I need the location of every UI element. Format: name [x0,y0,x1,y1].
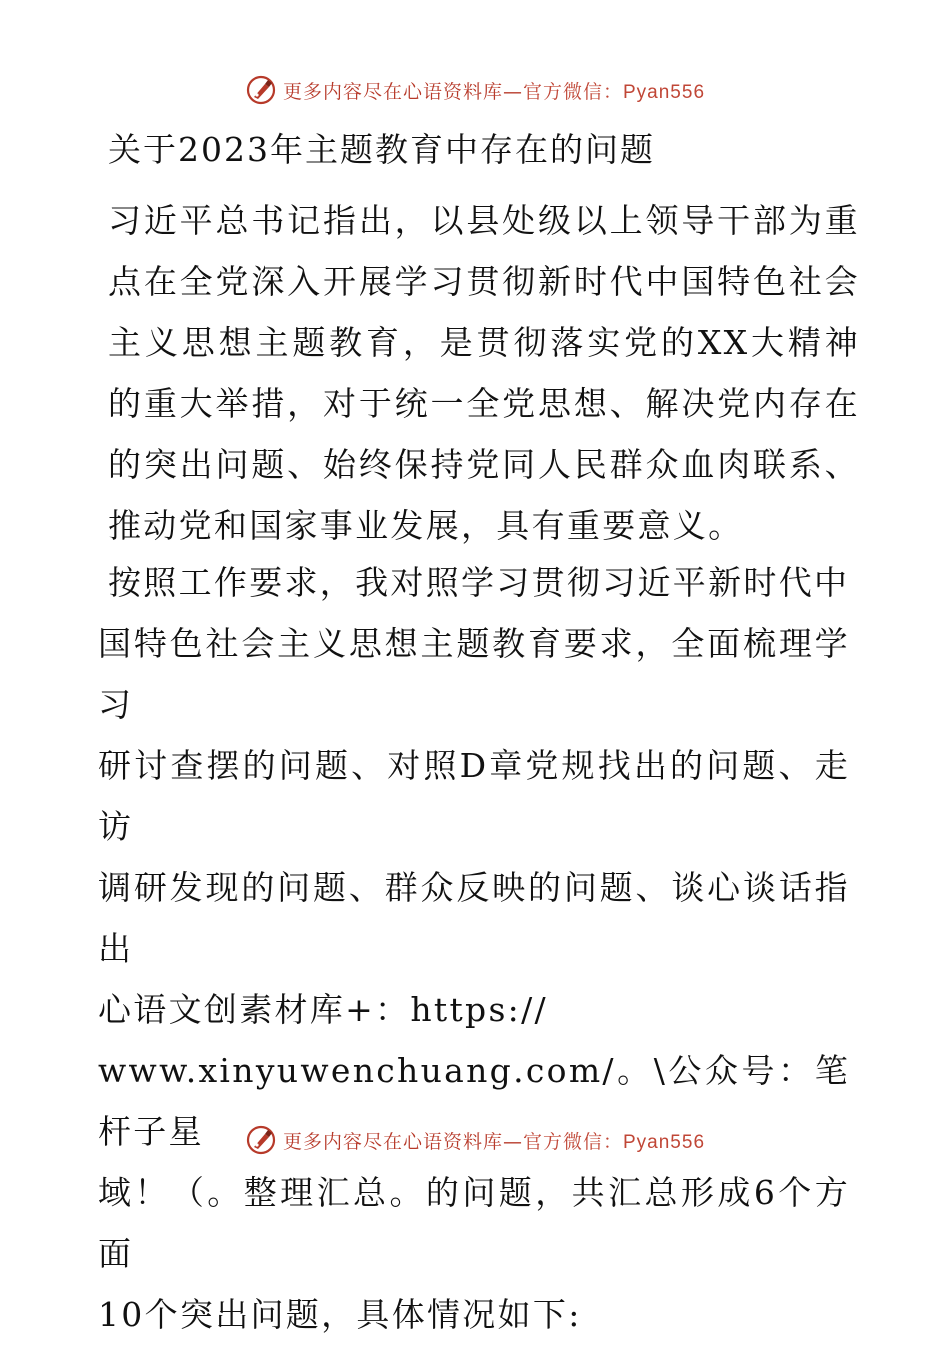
watermark-contact: 官方微信：Pyan556 [523,1131,706,1153]
paragraph-1: 习近平总书记指出，以县处级以上领导干部为重点在全党深入开展学习贯彻新时代中国特色社会主义思想主题教育，是贯彻落实党的XX大精神的重大举措，对于统一全党思想、解决党内存在的突出问题、始终保持党同人民群众血肉联系、推动党和国家事业发展，具有重要意义。 [108,201,860,545]
watermark-dash: — [503,80,523,103]
header-watermark [0,70,950,110]
paragraph-2-line: 按照工作要求，我对照学习贯彻习近平新时代中 [108,563,850,602]
paragraph-2-line: 调研发现的问题、群众反映的问题、谈心谈话指出 [98,868,850,968]
paragraph-2-line: 域！（。整理汇总。的问题，共汇总形成6个方面 [98,1173,850,1273]
watermark-text: 更多内容尽在心语资料库 [282,1130,503,1153]
footer-watermark [0,1120,950,1160]
paragraph-2 [98,552,850,1345]
paragraph-2-line: 心语文创素材库+：https:// [98,990,548,1029]
watermark-dash: — [503,1130,523,1153]
paragraph-2-line: 研讨查摆的问题、对照D章党规找出的问题、走访 [98,746,850,846]
paragraph-2-line: 10个突出问题，具体情况如下: [98,1295,582,1334]
pen-nib-logo-icon [245,74,277,106]
document-title: 关于2023年主题教育中存在的问题 [108,130,655,169]
paragraph-2-line: www.xinyuwenchuang.com/。\公众号：笔杆子星 [98,1051,850,1151]
watermark-contact: 官方微信：Pyan556 [523,81,706,103]
paragraph-2-line: 国特色社会主义思想主题教育要求，全面梳理学习 [98,624,850,724]
pen-nib-logo-icon [245,1124,277,1156]
watermark-text: 更多内容尽在心语资料库 [282,80,503,103]
